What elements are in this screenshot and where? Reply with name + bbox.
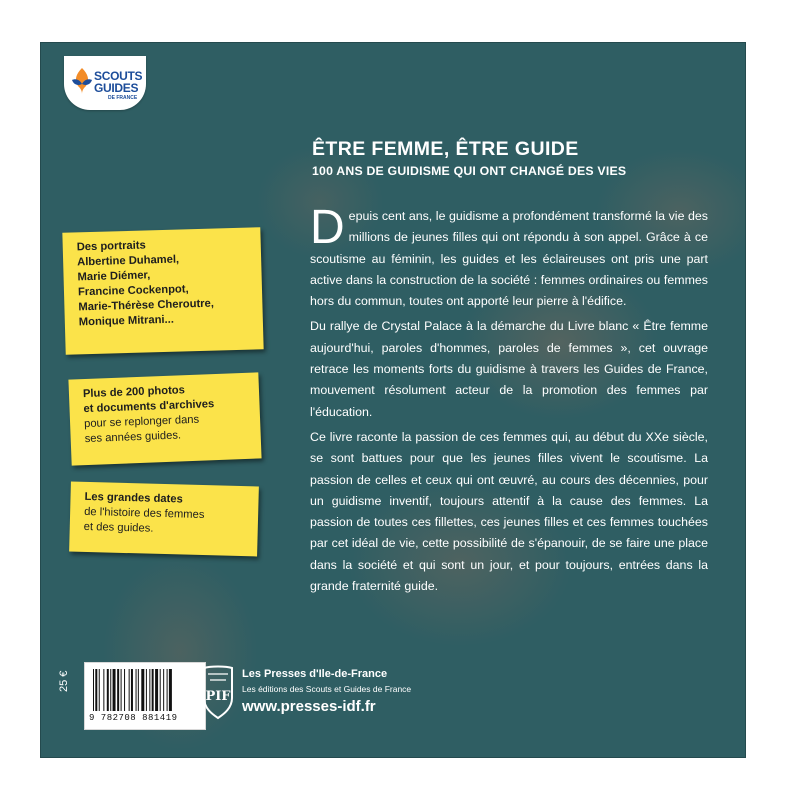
barcode-bar [93, 669, 94, 711]
note-heading: Plus de 200 photos [82, 384, 186, 401]
portrait-name: Francine Cockenpot, [77, 283, 189, 299]
barcode-bar [149, 669, 150, 711]
book-back-cover [40, 42, 746, 758]
pif-logo-text: PIF [205, 689, 231, 704]
note-heading: Les grandes dates [84, 490, 183, 506]
barcode-bar [103, 669, 104, 711]
blurb [310, 201, 708, 601]
barcode-bar [169, 669, 172, 711]
barcode-bar [131, 669, 133, 711]
publisher-name: Les Presses d'Ile-de-France [242, 668, 388, 680]
barcode-bar [167, 669, 168, 711]
sticky-note-photos [68, 372, 261, 465]
publisher-website[interactable]: www.presses-idf.fr [242, 698, 376, 715]
barcode-bar [121, 669, 122, 711]
barcode-bar [99, 669, 100, 711]
portrait-name: Monique Mitrani... [78, 313, 175, 329]
drop-cap: D [310, 201, 345, 254]
note-text: et des guides. [83, 520, 154, 535]
scouts-guides-logo [64, 56, 146, 110]
blurb-paragraph-3: Ce livre raconte la passion de ces femmes qui, au début du XXe siècle, se sont battues pour que les jeunes filles vivent le scoutisme. La passion de celles et ceux qui ont œuvré, au cours des décennies, pour un guidisme inventif, toujours attentif à la cause des femmes. La passion de toutes ces fillettes, ces jeunes filles et ces femmes touchées par cet idéal de vie, cette possibilité de s'épanouir, de se faire une place dans la société et qui sont un jour, et pour toujours, entrées dans la grande fraternité guide. [310, 429, 708, 594]
barcode-bar [141, 669, 144, 711]
barcode-bar [129, 669, 130, 711]
barcode-bar [163, 669, 164, 711]
note-text: de l'histoire des femmes [84, 505, 205, 522]
barcode-bar [113, 669, 116, 711]
isbn-number: 9 782708 881419 [89, 713, 178, 723]
sticky-note-portraits [62, 227, 263, 354]
isbn-barcode [84, 662, 206, 730]
logo-text-de-france: DE FRANCE [108, 95, 138, 101]
barcode-bar [110, 669, 111, 711]
barcode-bar [146, 669, 147, 711]
portrait-name: Marie-Thérèse Cheroutre, [78, 297, 215, 314]
note-heading: Des portraits [76, 239, 146, 254]
barcode-bar [117, 669, 119, 711]
publisher-tagline: Les éditions des Scouts et Guides de France [242, 684, 412, 694]
barcode-bar [124, 669, 125, 711]
blurb-paragraph-1-text: epuis cent ans, le guidisme a profondément transformé la vie des millions de jeunes filles qui ont répondu à son appel. Grâce à ce scoutisme au féminin, les guides et les éclaireuses ont pris une part active dans la construction de la société : femmes ordinaires ou femmes hors du commun, toutes ont apporté leur pierre à l'édifice. [310, 209, 708, 309]
portrait-name: Marie Diémer, [77, 269, 151, 284]
note-text: pour se replonger dans [83, 413, 200, 431]
barcode-bar [152, 669, 154, 711]
barcode-bar [136, 669, 137, 711]
price-label: 25 € [58, 670, 70, 692]
portrait-name: Albertine Duhamel, [77, 253, 180, 269]
logo-text-scouts: SCOUTS [94, 69, 143, 83]
blurb-paragraph-2: Du rallye de Crystal Palace à la démarche du Livre blanc « Être femme aujourd'hui, paroles d'hommes, paroles de femmes », cet ouvrage retrace les moments forts du guidisme à travers les Guides de France, mouvement résolument acteur de la promotion des femmes par l'éducation. [310, 319, 708, 419]
barcode-bar [160, 669, 161, 711]
barcode-icon [93, 669, 197, 711]
barcode-bar [107, 669, 109, 711]
note-heading: et documents d'archives [83, 398, 215, 416]
pif-publisher-logo-icon [200, 664, 236, 720]
note-text: ses années guides. [84, 429, 182, 446]
sticky-note-dates [69, 482, 259, 557]
book-title: ÊTRE FEMME, ÊTRE GUIDE [312, 138, 579, 160]
barcode-bar [95, 669, 97, 711]
barcode-bar [155, 669, 158, 711]
logo-text-guides: GUIDES [94, 81, 139, 95]
book-subtitle: 100 ANS DE GUIDISME QUI ONT CHANGÉ DES VIES [312, 164, 627, 178]
blurb-paragraph-1 [310, 201, 708, 312]
barcode-bar [138, 669, 139, 711]
scouts-trefoil-icon [70, 66, 94, 96]
